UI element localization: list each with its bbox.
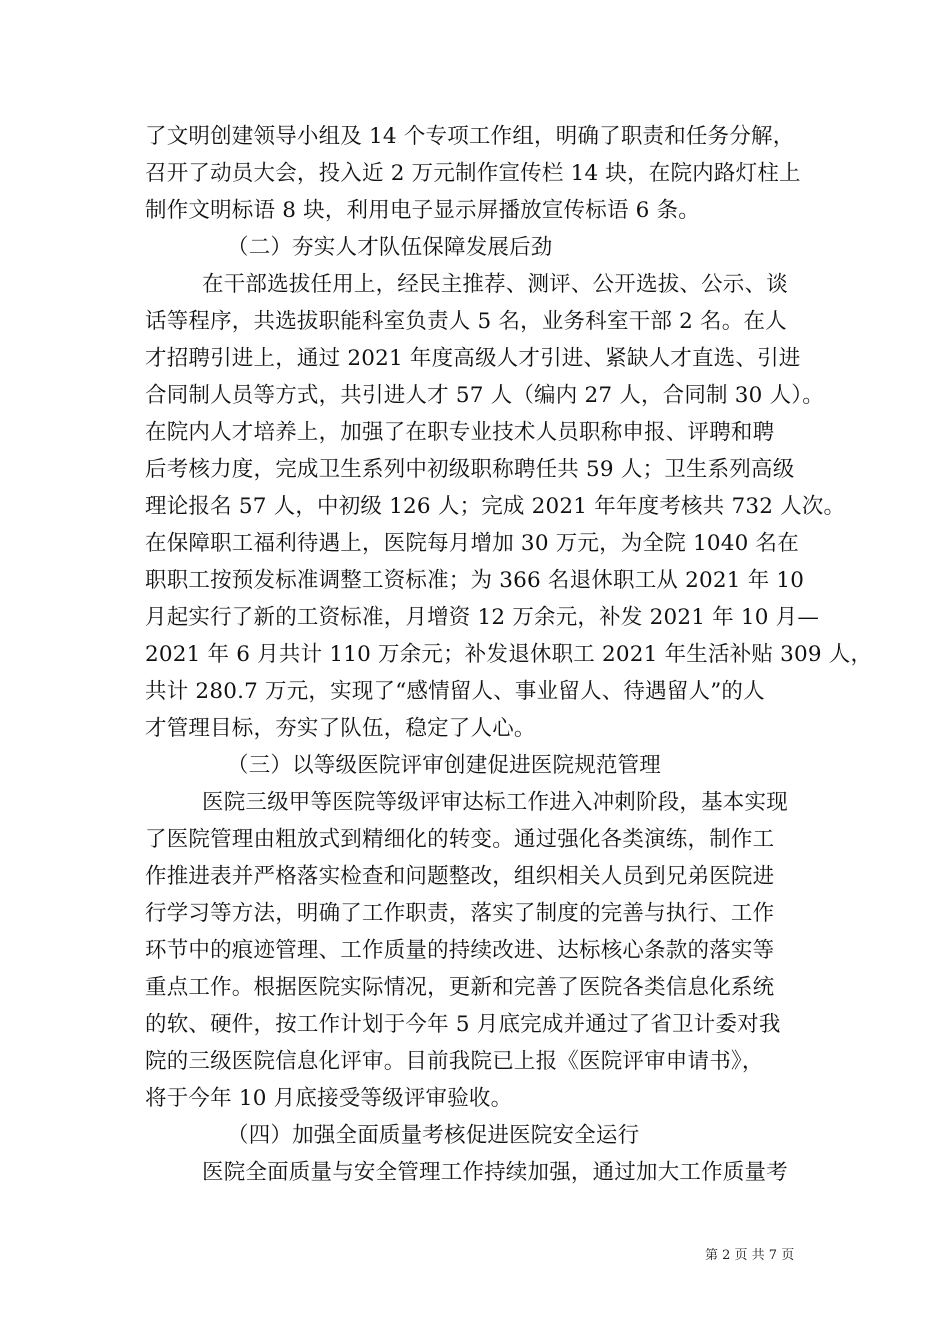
text-line: 职职工按预发标准调整工资标准；为 366 名退休职工从 2021 年 10 xyxy=(145,568,805,593)
paragraph-first-line: 医院全面质量与安全管理工作持续加强，通过加大工作质量考 xyxy=(202,1160,788,1185)
text-line: 在院内人才培养上，加强了在职专业技术人员职称申报、评聘和聘 xyxy=(145,420,775,445)
section-heading: （四）加强全面质量考核促进医院安全运行 xyxy=(227,1123,640,1148)
text-line: 重点工作。根据医院实际情况，更新和完善了医院各类信息化系统 xyxy=(145,975,775,1000)
text-line: 院的三级医院信息化评审。目前我院已上报《医院评审申请书》， xyxy=(145,1049,764,1074)
text-line: 将于今年 10 月底接受等级评审验收。 xyxy=(145,1086,513,1111)
text-line: 召开了动员大会，投入近 2 万元制作宣传栏 14 块，在院内路灯柱上 xyxy=(145,161,801,186)
text-line: 理论报名 57 人，中初级 126 人；完成 2021 年年度考核共 732 人次。 xyxy=(145,494,846,519)
text-line: 制作文明标语 8 块，利用电子显示屏播放宣传标语 6 条。 xyxy=(145,198,700,223)
text-line: 才招聘引进上，通过 2021 年度高级人才引进、紧缺人才直选、引进 xyxy=(145,346,801,371)
text-line: 了文明创建领导小组及 14 个专项工作组，明确了职责和任务分解， xyxy=(145,124,795,149)
paragraph-first-line: 医院三级甲等医院等级评审达标工作进入冲刺阶段，基本实现 xyxy=(202,790,788,815)
text-line: 作推进表并严格落实检查和问题整改，组织相关人员到兄弟医院进 xyxy=(145,864,775,889)
text-line: 后考核力度，完成卫生系列中初级职称聘任共 59 人；卫生系列高级 xyxy=(145,457,795,482)
paragraph-first-line: 在干部选拔任用上，经民主推荐、测评、公开选拔、公示、谈 xyxy=(202,272,788,297)
section-heading: （二）夯实人才队伍保障发展后劲 xyxy=(227,235,553,260)
text-line: 月起实行了新的工资标准，月增资 12 万余元，补发 2021 年 10 月— xyxy=(145,605,820,630)
text-line: 了医院管理由粗放式到精细化的转变。通过强化各类演练，制作工 xyxy=(145,827,775,852)
text-line: 行学习等方法，明确了工作职责，落实了制度的完善与执行、工作 xyxy=(145,901,775,926)
text-line: 在保障职工福利待遇上，医院每月增加 30 万元，为全院 1040 名在 xyxy=(145,531,799,556)
text-line: 话等程序，共选拔职能科室负责人 5 名，业务科室干部 2 名。在人 xyxy=(145,309,787,334)
document-body xyxy=(145,118,873,1191)
text-line: 才管理目标，夯实了队伍，稳定了人心。 xyxy=(145,716,536,741)
text-line: 的软、硬件，按工作计划于今年 5 月底完成并通过了省卫计委对我 xyxy=(145,1012,781,1037)
page-number-footer: 第 2 页 共 7 页 xyxy=(705,1248,795,1263)
section-heading: （三）以等级医院评审创建促进医院规范管理 xyxy=(227,753,662,778)
text-line: 环节中的痕迹管理、工作质量的持续改进、达标核心条款的落实等 xyxy=(145,938,775,963)
text-line: 共计 280.7 万元，实现了“感情留人、事业留人、待遇留人”的人 xyxy=(145,679,765,704)
text-line: 2021 年 6 月共计 110 万余元；补发退休职工 2021 年生活补贴 309 人， xyxy=(145,642,873,667)
text-line: 合同制人员等方式，共引进人才 57 人（编内 27 人，合同制 30 人）。 xyxy=(145,383,824,408)
